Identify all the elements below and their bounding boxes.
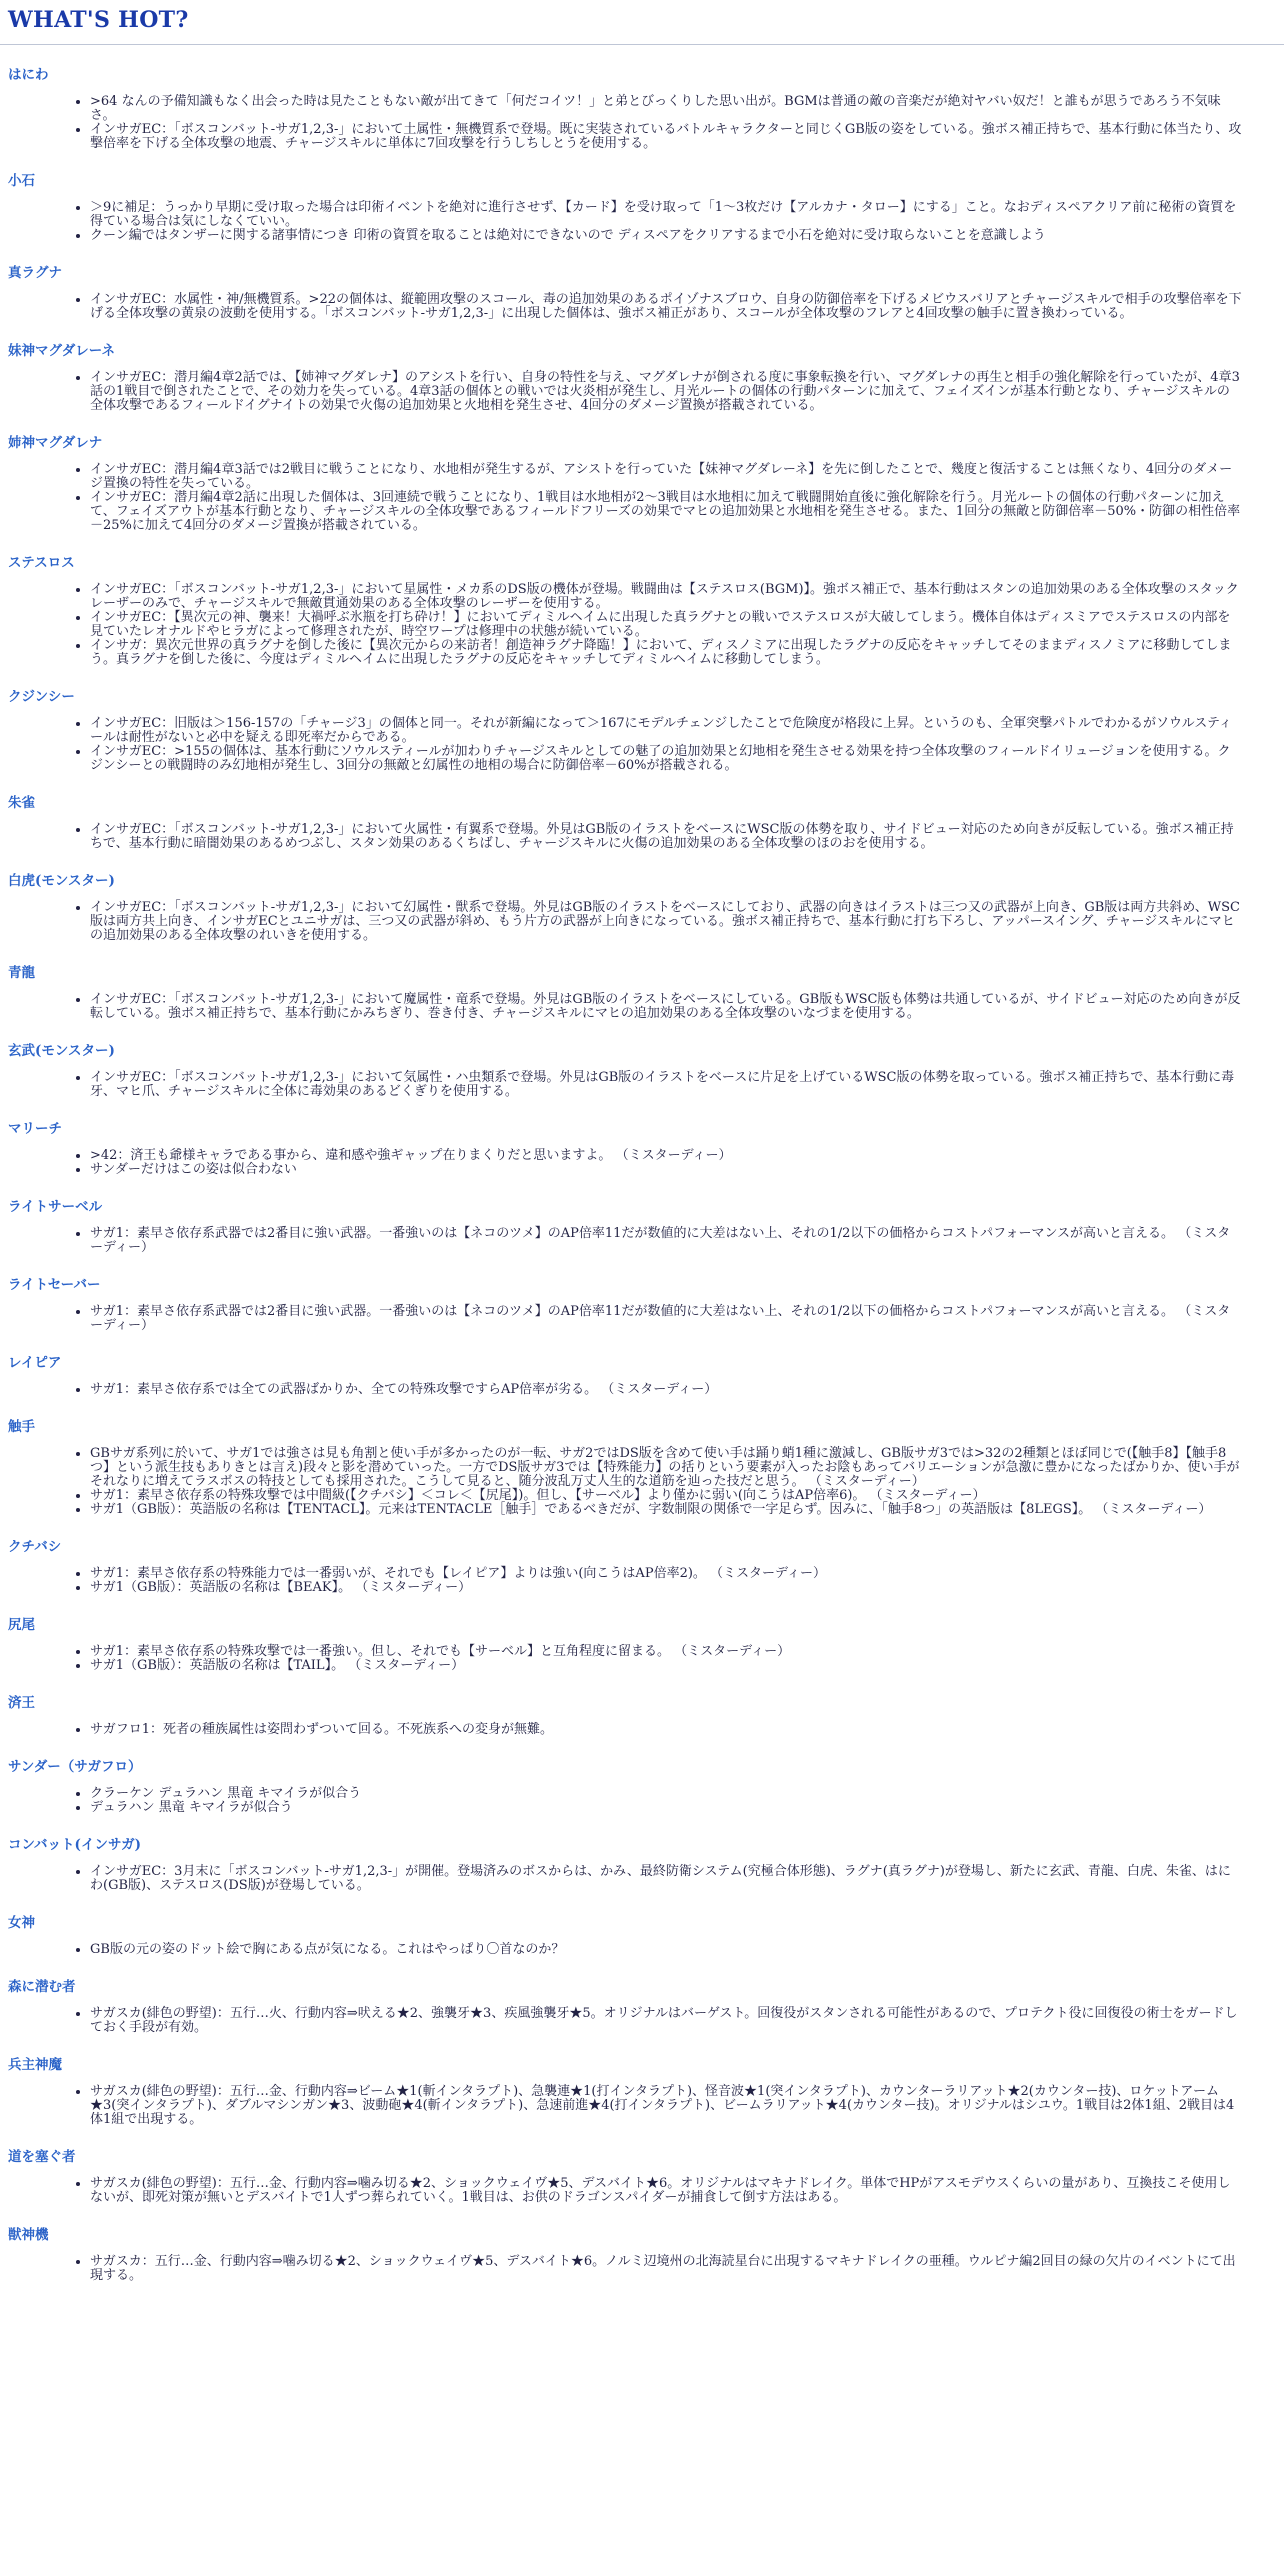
section-list <box>0 1227 1284 1255</box>
section-heading: ライトサーベル <box>8 1199 103 1215</box>
section-heading: ライトセーバー <box>8 1277 101 1293</box>
section-list <box>0 201 1284 243</box>
list-item: • サガスカ(緋色の野望)：五行…火、行動内容⇒吠える★2、強襲牙★3、疾風強襲牙★5。オリジナルはバーゲスト。回復役がスタンされる可能性があるので、プロテクト役に回復役の術士をガードしておく手段が有効。 <box>90 2007 1242 2035</box>
section-heading: クチバシ <box>8 1539 62 1555</box>
section-list <box>0 1149 1284 1177</box>
list-item: • インサガEC：潜月編4章2話に出現した個体は、3回連続で戦うことになり、1戦目は水地相が2～3戦目は水地相に加えて戦闘開始直後に強化解除を行う。月光ルートの個体の行動パターンに加えて、フェイズアウトが基本行動となり、チャージスキルの全体攻撃であるフィールドフリーズの効果でマヒの追加効果と水地相を発生させる。また、1回分の無敵と防御倍率－50%・防御の相性倍率－25%に加えて4回分のダメージ置換が搭載されている。 <box>90 491 1242 533</box>
list-item: • サガフロ1：死者の種族属性は姿問わずついて回る。不死族系への変身が無難。 <box>90 1723 1242 1737</box>
list-item: • インサガEC：「ボスコンバット-サガ1,2,3-」において土属性・無機質系で登場。既に実装されているバトルキャラクターと同じくGB版の姿をしている。強ボス補正持ちで、基本行動に体当たり、攻撃倍率を下げる全体攻撃の地震、チャージスキルに単体に7回攻撃を行うしちしとうを使用する。 <box>90 123 1242 151</box>
list-item: • サガスカ：五行…金、行動内容⇒噛み切る★2、ショックウェイヴ★5、デスバイト★6。ノルミ辺境州の北海読星台に出現するマキナドレイクの亜種。ウルピナ編2回目の緑の欠片のイベントにて出現する。 <box>90 2255 1242 2283</box>
list-item: • デュラハン 黒竜 キマイラが似合う <box>90 1801 1242 1815</box>
list-item: • サガ1：素早さ依存系の特殊能力では一番弱いが、それでも【レイピア】よりは強い(向こうはAP倍率2)。 （ミスターディー） <box>90 1567 1242 1581</box>
page-title: WHAT'S HOT? <box>8 7 189 33</box>
section-heading: 妹神マグダレーネ <box>8 343 116 359</box>
section-heading: クジンシー <box>8 689 75 705</box>
list-item: • サガ1：素早さ依存系武器では2番目に強い武器。一番強いのは【ネコのツメ】のAP倍率11だが数値的に大差はない上、それの1/2以下の価格からコストパフォーマンスが高いと言える。 （ミスターディー） <box>90 1305 1242 1333</box>
list-item: • サガ1（GB版）：英語版の名称は【TAIL】。 （ミスターディー） <box>90 1659 1242 1673</box>
list-item: • インサガEC：潜月編4章2話では、【姉神マグダレナ】のアシストを行い、自身の特性を与え、マグダレナが倒される度に事象転換を行い、マグダレナの再生と相手の強化解除を行っていたが、4章3話の1戦目で倒されたことで、その効力を失っている。4章3話の個体との戦いでは火炎相が発生し、月光ルートの個体の行動パターンに加えて、フェイズインが基本行動となり、チャージスキルの全体攻撃であるフィールドイグナイトの効果で火傷の追加効果と火地相を発生させ、4回分のダメージ置換が搭載されている。 <box>90 371 1242 413</box>
section-heading: 小石 <box>8 173 35 189</box>
section-list <box>0 1723 1284 1737</box>
list-item: • インサガEC：旧版は＞156-157の「チャージ3」の個体と同一。それが新編になって＞167にモデルチェンジしたことで危険度が格段に上昇。というのも、全軍突撃パトルでわかるがソウルスティールは耐性がないと必中を疑える即死率だからである。 <box>90 717 1242 745</box>
list-item: • インサガEC：「ボスコンバット-サガ1,2,3-」において幻属性・獣系で登場。外見はGB版のイラストをベースにしており、武器の向きはイラストは三つ又の武器が上向き、GB版は両方共斜め、WSC版は両方共上向き、インサガECとユニサガは、三つ又の武器が斜め、もう片方の武器が上向きになっている。強ボス補正持ちで、基本行動に打ち下ろし、アッパースイング、チャージスキルにマヒの追加効果のある全体攻撃のれいきを使用する。 <box>90 901 1242 943</box>
section-list <box>0 2007 1284 2035</box>
list-item: • ＞9に補足：うっかり早期に受け取った場合は印術イベントを絶対に進行させず、【カード】を受け取って「1～3枚だけ【アルカナ・タロー】にする」こと。なおディスペアクリア前に秘術の資質を得ている場合は気にしなくていい。 <box>90 201 1242 229</box>
section-heading: 白虎(モンスター) <box>8 873 115 889</box>
section-list <box>0 293 1284 321</box>
list-item: • クーン編ではタンザーに関する諸事情につき 印術の資質を取ることは絶対にできないので ディスペアをクリアするまで小石を絶対に受け取らないことを意識しよう <box>90 229 1242 243</box>
list-item: • サガ1：素早さ依存系の特殊攻撃では一番強い。但し、それでも【サーベル】と互角程度に留まる。 （ミスターディー） <box>90 1645 1242 1659</box>
section-list <box>0 1383 1284 1397</box>
section-heading: サンダー（サガフロ） <box>8 1759 142 1775</box>
list-item: • インサガEC：3月末に「ボスコンバット-サガ1,2,3-」が開催。登場済みのボスからは、かみ、最終防衛システム(究極合体形態)、ラグナ(真ラグナ)が登場し、新たに玄武、青龍、白虎、朱雀、はにわ(GB版)、ステスロス(DS版)が登場している。 <box>90 1865 1242 1893</box>
list-item: • インサガEC：水属性・神/無機質系。>22の個体は、縦範囲攻撃のスコール、毒の追加効果のあるポイゾナスブロウ、自身の防御倍率を下げるメビウスバリアとチャージスキルで相手の攻撃倍率を下げる全体攻撃の黄泉の波動を使用する。「ボスコンバット-サガ1,2,3-」に出現した個体は、強ボス補正があり、スコールが全体攻撃のフレアと4回攻撃の触手に置き換わっている。 <box>90 293 1242 321</box>
section-list <box>0 2085 1284 2127</box>
section-heading: レイピア <box>8 1355 62 1371</box>
list-item: • サガスカ(緋色の野望)：五行…金、行動内容⇒噛み切る★2、ショックウェイヴ★5、デスバイト★6。オリジナルはマキナドレイク。単体でHPがアスモデウスくらいの量があり、互換技こそ使用しないが、即死対策が無いとデスバイトで1人ずつ葬られていく。1戦目は、お供のドラゴンスパイダーが捕食して倒す方法はある。 <box>90 2177 1242 2205</box>
section-container <box>0 67 1284 2283</box>
section-list <box>0 1447 1284 1517</box>
list-item: • サンダーだけはこの姿は似合わない <box>90 1163 1242 1177</box>
section-heading: 兵主神魔 <box>8 2057 62 2073</box>
section-list <box>0 1305 1284 1333</box>
section-list <box>0 1865 1284 1893</box>
list-item: • インサガEC：「ボスコンバット-サガ1,2,3-」において星属性・メカ系のDS版の機体が登場。戦闘曲は【ステスロス(BGM)】。強ボス補正で、基本行動はスタンの追加効果のある全体攻撃のスタックレーザーのみで、チャージスキルで無敵貫通効果のある全体攻撃のレーザーを使用する。 <box>90 583 1242 611</box>
section-heading: 青龍 <box>8 965 35 981</box>
section-list <box>0 95 1284 151</box>
list-item: • インサガEC：「ボスコンバット-サガ1,2,3-」において魔属性・竜系で登場。外見はGB版のイラストをベースにしている。GB版もWSC版も体勢は共通しているが、サイドビュー対応のため向きが反転している。強ボス補正持ちで、基本行動にかみちぎり、巻き付き、チャージスキルにマヒの追加効果のある全体攻撃のいなづまを使用する。 <box>90 993 1242 1021</box>
section-list <box>0 463 1284 533</box>
list-item: • サガ1（GB版）：英語版の名称は【BEAK】。 （ミスターディー） <box>90 1581 1242 1595</box>
section-heading: 道を塞ぐ者 <box>8 2149 76 2165</box>
section-heading: 朱雀 <box>8 795 35 811</box>
list-item: • サガ1：素早さ依存系武器では2番目に強い武器。一番強いのは【ネコのツメ】のAP倍率11だが数値的に大差はない上、それの1/2以下の価格からコストパフォーマンスが高いと言える。 （ミスターディー） <box>90 1227 1242 1255</box>
section-heading: コンバット(インサガ) <box>8 1837 142 1853</box>
section-heading: 済王 <box>8 1695 35 1711</box>
list-item: • GB版の元の姿のドット絵で胸にある点が気になる。これはやっぱり〇首なのか？ <box>90 1943 1242 1957</box>
list-item: • インサガEC：【異次元の神、襲来！大禍呼ぶ氷瓶を打ち砕け！】においてディミルヘイムに出現した真ラグナとの戦いでステスロスが大破してしまう。機体自体はディスミアでステスロスの内部を見ていたレオナルドやヒラガによって修理されたが、時空ワープは修理中の状態が続いている。 <box>90 611 1242 639</box>
list-item: • インサガEC：「ボスコンバット-サガ1,2,3-」において火属性・有翼系で登場。外見はGB版のイラストをベースにWSC版の体勢を取り、サイドビュー対応のため向きが反転している。強ボス補正持ちで、基本行動に暗闇効果のあるめつぶし、スタン効果のあるくちばし、チャージスキルに火傷の追加効果のある全体攻撃のほのおを使用する。 <box>90 823 1242 851</box>
section-list <box>0 583 1284 667</box>
list-item: • サガスカ(緋色の野望)：五行…金、行動内容⇒ビーム★1(斬インタラプト)、急襲連★1(打インタラプト)、怪音波★1(突インタラプト)、カウンターラリアット★2(カウンター技)、ロケットアーム★3(突インタラプト)、ダブルマシンガン★3、波動砲★4(斬インタラプト)、急速前進★4(打インタラプト)、ビームラリアット★4(カウンター技)。オリジナルはシユウ。1戦目は2体1組、2戦目は4体1組で出現する。 <box>90 2085 1242 2127</box>
section-heading: 森に潜む者 <box>8 1979 76 1995</box>
list-item: • サガ1（GB版）：英語版の名称は【TENTACL】。元来はTENTACLE［触手］であるべきだが、字数制限の関係で一字足らず。因みに、「触手8つ」の英語版は【8LEGS】。 （ミスターディー） <box>90 1503 1242 1517</box>
section-list <box>0 993 1284 1021</box>
list-item: • インサガEC：「ボスコンバット-サガ1,2,3-」において気属性・ハ虫類系で登場。外見はGB版のイラストをベースに片足を上げているWSC版の体勢を取っている。強ボス補正持ちで、基本行動に毒牙、マヒ爪、チャージスキルに全体に毒効果のあるどくぎりを使用する。 <box>90 1071 1242 1099</box>
section-list <box>0 1787 1284 1815</box>
list-item: • クラーケン デュラハン 黒竜 キマイラが似合う <box>90 1787 1242 1801</box>
section-heading: 姉神マグダレナ <box>8 435 103 451</box>
section-list <box>0 1071 1284 1099</box>
section-list <box>0 1567 1284 1595</box>
section-list <box>0 823 1284 851</box>
section-heading: 触手 <box>8 1419 35 1435</box>
list-item: • GBサガ系列に於いて、サガ1では強さは見も角割と使い手が多かったのが一転、サガ2ではDS版を含めて使い手は踊り蛸1種に激減し、GB版サガ3では>32の2種類とほぼ同じで(【触手8】【触手8つ】という派生技もありきとは言え)段々と影を潜めていった。一方でDS版サガ3では【特殊能力】の括りという要素が入ったお陰もあってバリエーションが急激に豊かになったばかりか、使い手がそれなりに増えてラスボスの特技としても採用された。こうして見ると、随分波乱万丈人生的な道筋を辿った技だと思う。 （ミスターディー） <box>90 1447 1242 1489</box>
section-heading: 真ラグナ <box>8 265 62 281</box>
section-list <box>0 1645 1284 1673</box>
list-item: • インサガEC：潜月編4章3話では2戦目に戦うことになり、水地相が発生するが、アシストを行っていた【妹神マグダレーネ】を先に倒したことで、幾度と復活することは無くなり、4回分のダメージ置換の特性を失っている。 <box>90 463 1242 491</box>
list-item: • >42：済王も爺様キャラである事から、違和感や強ギャップ在りまくりだと思いますよ。 （ミスターディー） <box>90 1149 1242 1163</box>
list-item: • インサガEC：>155の個体は、基本行動にソウルスティールが加わりチャージスキルとしての魅了の追加効果と幻地相を発生させる効果を持つ全体攻撃のフィールドイリュージョンを使用する。クジンシーとの戦闘時のみ幻地相が発生し、3回分の無敵と幻属性の地相の場合に防御倍率－60%が搭載される。 <box>90 745 1242 773</box>
section-heading: 尻尾 <box>8 1617 35 1633</box>
list-item: • >64 なんの予備知識もなく出会った時は見たこともない敵が出てきて「何だコイツ！」と弟とびっくりした思い出が。BGMは普通の敵の音楽だが絶対ヤバい奴だ！と誰もが思うであろう不気味さ。 <box>90 95 1242 123</box>
section-heading: ステスロス <box>8 555 75 571</box>
list-item: • サガ1：素早さ依存系の特殊攻撃では中間級(【クチバシ】＜コレ＜【尻尾】)。但し、【サーベル】より僅かに弱い(向こうはAP倍率6)。 （ミスターディー） <box>90 1489 1242 1503</box>
section-heading: 玄武(モンスター) <box>8 1043 115 1059</box>
list-item: • サガ1：素早さ依存系では全ての武器ばかりか、全ての特殊攻撃ですらAP倍率が劣る。 （ミスターディー） <box>90 1383 1242 1397</box>
section-heading: 獣神機 <box>8 2227 49 2243</box>
list-item: • インサガ：異次元世界の真ラグナを倒した後に【異次元からの来訪者！創造神ラグナ降臨！】において、ディスノミアに出現したラグナの反応をキャッチしてそのままディスノミアに移動してしまう。真ラグナを倒した後に、今度はディミルヘイムに出現したラグナの反応をキャッチしてディミルヘイムに移動してしまう。 <box>90 639 1242 667</box>
section-list <box>0 1943 1284 1957</box>
section-heading: 女神 <box>8 1915 35 1931</box>
section-heading: はにわ <box>8 67 49 83</box>
section-list <box>0 371 1284 413</box>
section-list <box>0 2255 1284 2283</box>
section-list <box>0 901 1284 943</box>
section-heading: マリーチ <box>8 1121 62 1137</box>
section-list <box>0 2177 1284 2205</box>
section-list <box>0 717 1284 773</box>
title-divider <box>0 44 1284 45</box>
